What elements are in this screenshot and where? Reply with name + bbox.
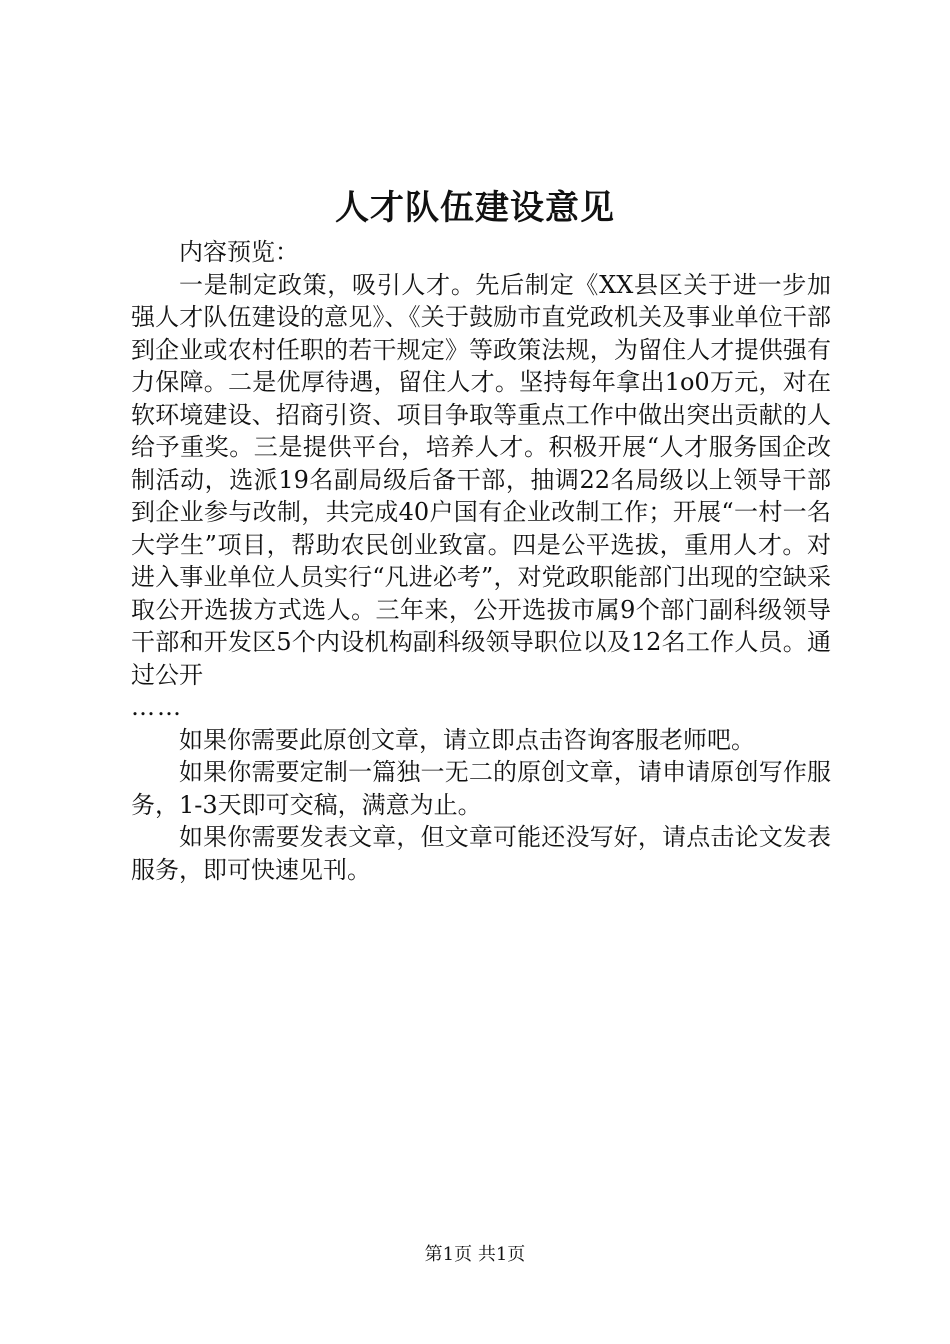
- preview-label: 内容预览：: [179, 238, 299, 266]
- notice-consult-link[interactable]: 如果你需要此原创文章，请立即点击咨询客服老师吧。: [179, 725, 755, 754]
- document-body: [131, 236, 831, 886]
- notice-custom-writing-link[interactable]: 如果你需要定制一篇独一无二的原创文章，请申请原创写作服务，1-3天即可交稿，满意为止。: [131, 758, 831, 819]
- main-paragraph: 一是制定政策，吸引人才。先后制定《XX县区关于进一步加强人才队伍建设的意见》、《关于鼓励市直党政机关及事业单位干部到企业或农村任职的若干规定》等政策法规，为留住人才提供强有力保障。二是优厚待遇，留住人才。坚持每年拿出1o0万元，对在软环境建设、招商引资、项目争取等重点工作中做出突出贡献的人给予重奖。三是提供平台，培养人才。积极开展“人才服务国企改制活动，选派19名副局级后备干部，抽调22名局级以上领导干部到企业参与改制，共完成40户国有企业改制工作；开展“一村一名大学生”项目，帮助农民创业致富。四是公平选拔，重用人才。对进入事业单位人员实行“凡进必考”，对党政职能部门出现的空缺采取公开选拔方式选人。三年来，公开选拔市属9个部门副科级领导干部和开发区5个内设机构副科级领导职位以及12名工作人员。通过公开: [131, 270, 831, 689]
- document-title: 人才队伍建设意见: [335, 188, 615, 228]
- page-number-footer: 第1页 共1页: [424, 1244, 526, 1265]
- truncation-ellipsis: ……: [131, 693, 183, 721]
- notice-publish-link[interactable]: 如果你需要发表文章，但文章可能还没写好，请点击论文发表服务，即可快速见刊。: [131, 823, 831, 884]
